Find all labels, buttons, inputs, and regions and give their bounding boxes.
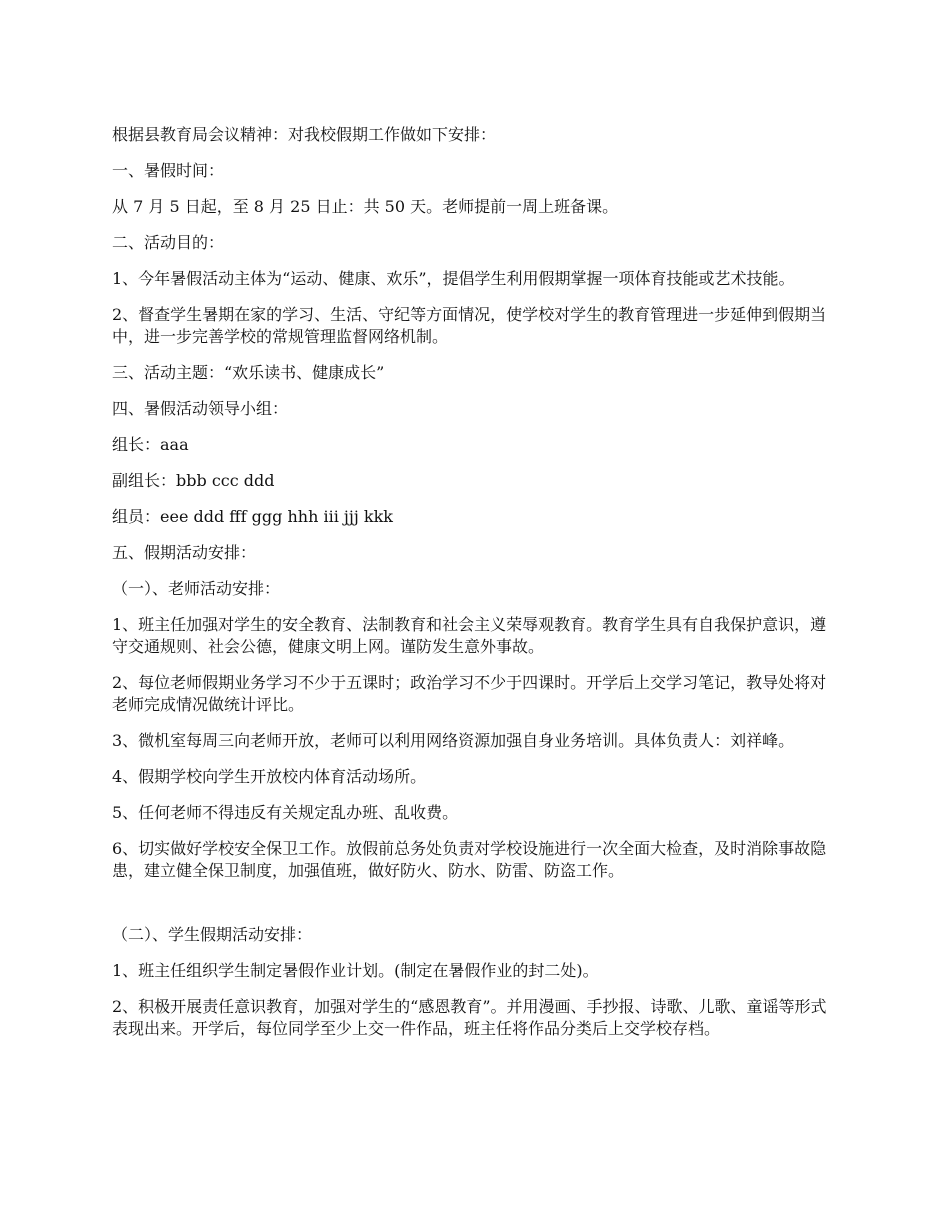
section-heading-vacation-time: 一、暑假时间： <box>112 161 225 180</box>
teacher-item-2: 2、每位老师假期业务学习不少于五课时；政治学习不少于四课时。开学后上交学习笔记，教导处将对老师完成情况做统计评比。 <box>112 673 827 714</box>
teacher-item-3: 3、微机室每周三向老师开放，老师可以利用网络资源加强自身业务培训。具体负责人：刘祥峰。 <box>112 731 795 750</box>
leader-line: 组长：aaa <box>112 435 189 454</box>
section-heading-leadership: 四、暑假活动领导小组： <box>112 399 289 418</box>
student-item-1: 1、班主任组织学生制定暑假作业计划。(制定在暑假作业的封二处)。 <box>112 961 599 980</box>
purpose-item-1: 1、今年暑假活动主体为“运动、健康、欢乐”，提倡学生利用假期掌握一项体育技能或艺术技能。 <box>112 269 795 288</box>
vacation-dates-paragraph: 从 7 月 5 日起，至 8 月 25 日止：共 50 天。老师提前一周上班备课。 <box>112 197 619 216</box>
teacher-item-4: 4、假期学校向学生开放校内体育活动场所。 <box>112 767 427 786</box>
document-page <box>112 124 842 1054</box>
purpose-item-2: 2、督查学生暑期在家的学习、生活、守纪等方面情况，使学校对学生的教育管理进一步延伸到假期当中，进一步完善学校的常规管理监督网络机制。 <box>112 305 827 346</box>
section-heading-arrangements: 五、假期活动安排： <box>112 543 257 562</box>
teacher-item-1: 1、班主任加强对学生的安全教育、法制教育和社会主义荣辱观教育。教育学生具有自我保护意识，遵守交通规则、社会公德，健康文明上网。谨防发生意外事故。 <box>112 615 827 656</box>
section-heading-theme: 三、活动主题：“欢乐读书、健康成长” <box>112 363 385 382</box>
deputy-leader-line: 副组长：bbb ccc ddd <box>112 471 275 490</box>
paragraph-spacer <box>112 896 842 924</box>
subsection-heading-teachers: （一）、老师活动安排： <box>112 579 281 598</box>
subsection-heading-students: （二）、学生假期活动安排： <box>112 925 313 944</box>
section-heading-purpose: 二、活动目的： <box>112 233 225 252</box>
student-item-2: 2、积极开展责任意识教育，加强对学生的“感恩教育”。并用漫画、手抄报、诗歌、儿歌、童谣等形式表现出来。开学后，每位同学至少上交一件作品，班主任将作品分类后上交学校存档。 <box>112 997 827 1038</box>
intro-paragraph: 根据县教育局会议精神：对我校假期工作做如下安排： <box>112 125 497 144</box>
teacher-item-6: 6、切实做好学校安全保卫工作。放假前总务处负责对学校设施进行一次全面大检查，及时消除事故隐患，建立健全保卫制度，加强值班，做好防火、防水、防雷、防盗工作。 <box>112 839 827 880</box>
members-line: 组员：eee ddd fff ggg hhh iii jjj kkk <box>112 507 393 526</box>
teacher-item-5: 5、任何老师不得违反有关规定乱办班、乱收费。 <box>112 803 459 822</box>
